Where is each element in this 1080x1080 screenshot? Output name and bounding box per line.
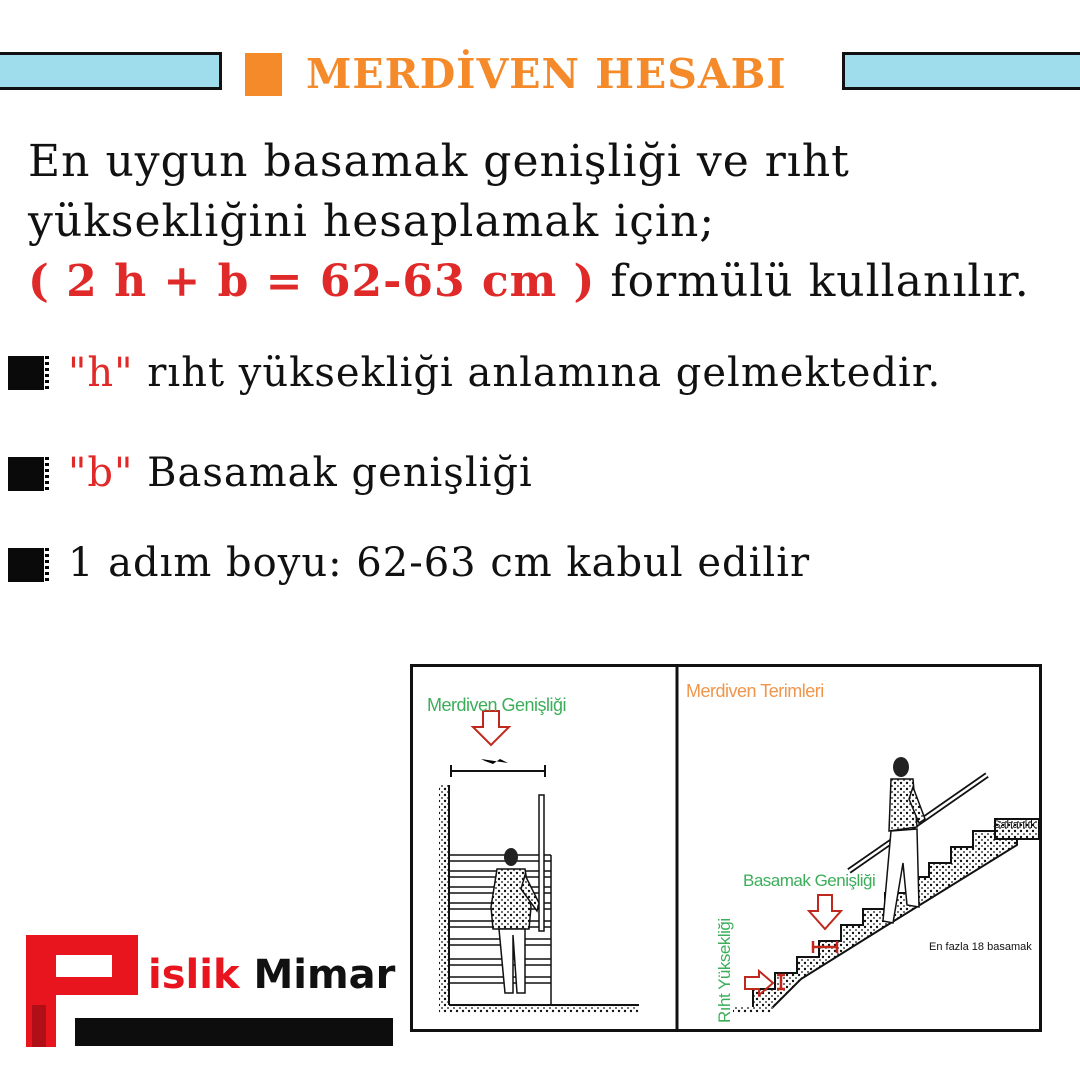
- list-item-step: [68, 540, 810, 586]
- logo-text-black: Mimar: [239, 952, 396, 998]
- stair-illustration: [410, 664, 1042, 1032]
- logo-text-red: islik: [148, 952, 240, 998]
- landing-label: Sahanlık: [993, 819, 1036, 831]
- stair-terms-title: Merdiven Terimleri: [686, 681, 824, 701]
- bullet-square-icon: [8, 457, 44, 491]
- intro-line-2: yüksekliğini hesaplamak için;: [28, 196, 716, 247]
- item-key: "b": [68, 450, 134, 496]
- left-stair-view: [439, 711, 639, 1013]
- tread-width-label: Basamak Genişliği: [743, 871, 876, 890]
- logo-text: [148, 952, 395, 998]
- tread-arrow-icon: [809, 895, 841, 929]
- intro-paragraph: [28, 132, 1030, 312]
- list-item-h: [68, 350, 941, 396]
- bullet-square-icon: [8, 356, 44, 390]
- width-arrow-icon: [473, 711, 509, 745]
- title-square-icon: [245, 53, 282, 96]
- item-text: 1 adım boyu: 62-63 cm kabul edilir: [68, 540, 811, 586]
- riser-height-label: Rıht Yüksekliği: [715, 918, 734, 1023]
- page-title: MERDİVEN HESABI: [306, 50, 787, 98]
- logo-underline-bar: [75, 1018, 393, 1046]
- bullet-square-icon: [8, 548, 44, 582]
- formula: ( 2 h + b = 62-63 cm ): [28, 256, 596, 307]
- stair-width-label: Merdiven Genişliği: [427, 695, 567, 715]
- header-bar-left: [0, 52, 222, 90]
- item-key: "h": [68, 350, 134, 396]
- max-steps-label: En fazla 18 basamak: [929, 941, 1032, 953]
- intro-line-1: En uygun basamak genişliği ve rıht: [28, 136, 850, 187]
- formula-suffix: formülü kullanılır.: [595, 256, 1030, 307]
- item-text: Basamak genişliği: [133, 450, 533, 496]
- list-item-b: [68, 450, 533, 496]
- intro-line-3: [28, 252, 1030, 312]
- header-bar-right: [842, 52, 1080, 90]
- item-text: rıht yüksekliği anlamına gelmektedir.: [133, 350, 942, 396]
